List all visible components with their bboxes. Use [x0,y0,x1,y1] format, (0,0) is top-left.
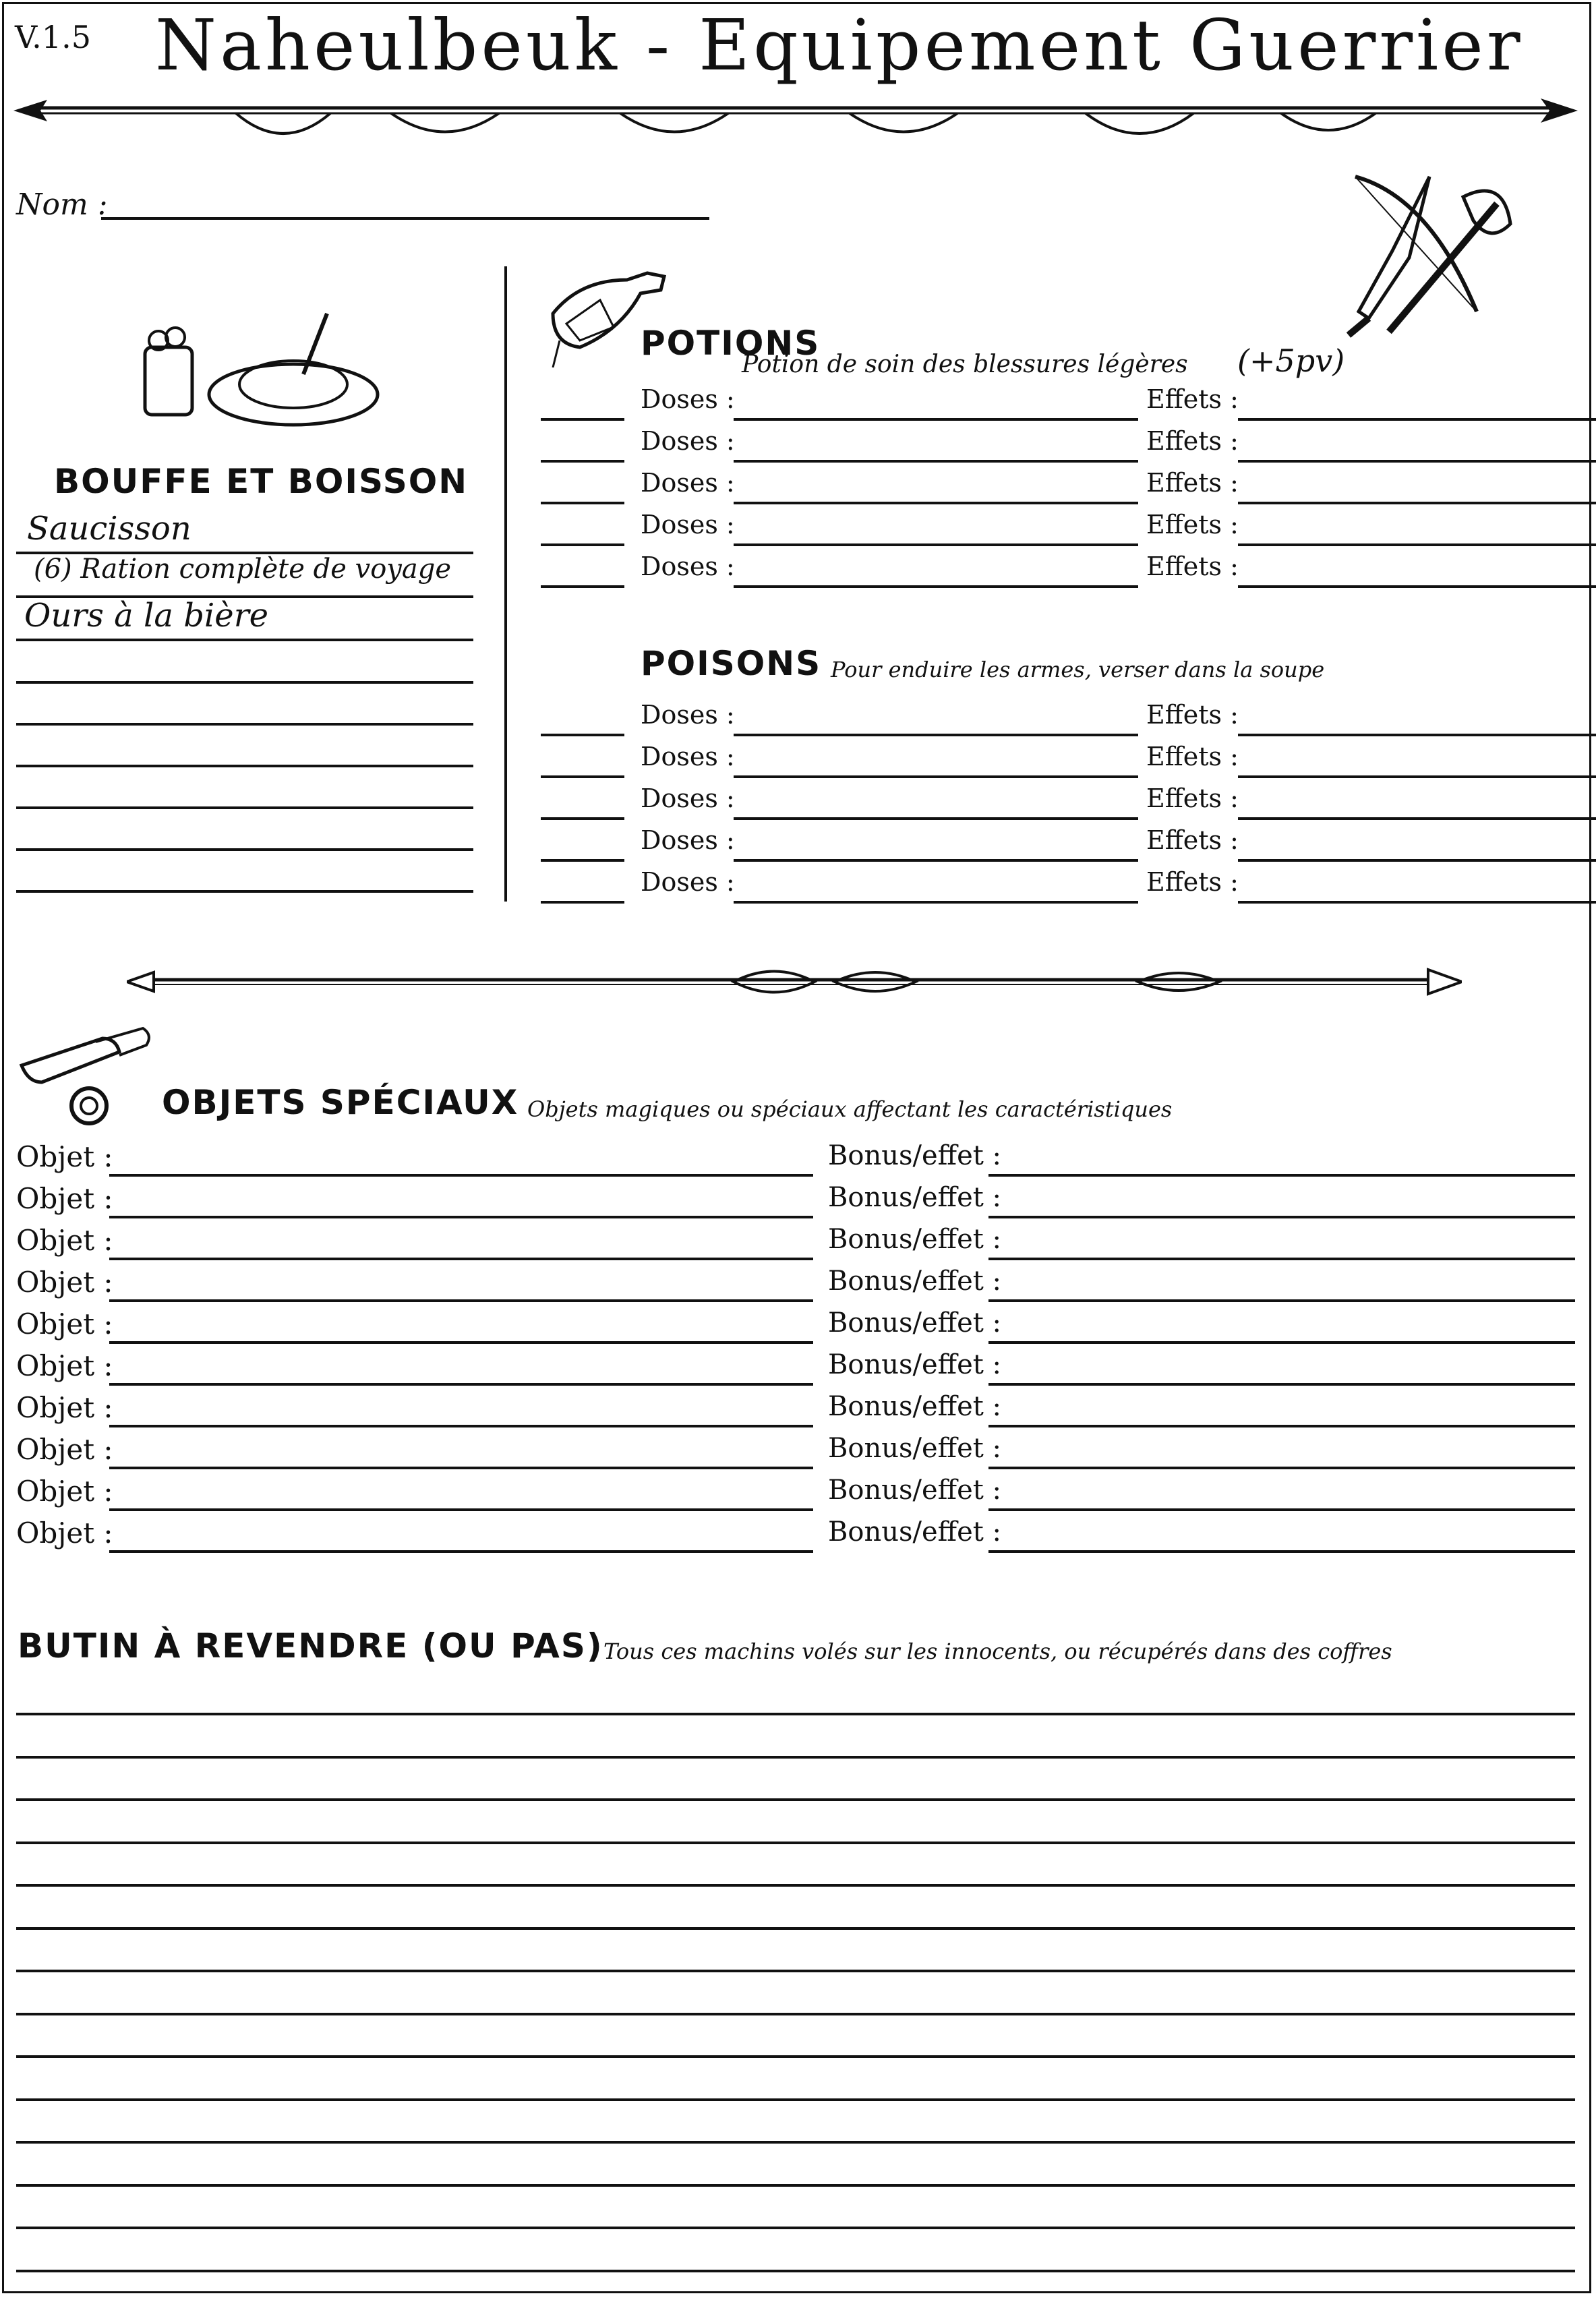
butin-heading: BUTIN À REVENDRE (OU PAS) [18,1626,603,1666]
effets-input-line[interactable] [1238,418,1596,421]
bonus-input-line[interactable] [988,1174,1575,1177]
objet-label: Objet : [16,1475,113,1508]
objet-input-line[interactable] [109,1425,813,1427]
doses-input-line[interactable] [734,460,1138,463]
bonus-label: Bonus/effet : [828,1266,1002,1297]
butin-entry-line[interactable] [16,1842,1575,1844]
objet-input-line[interactable] [109,1174,813,1177]
objet-input-line[interactable] [109,1467,813,1469]
food-entry-line[interactable] [16,890,473,893]
doses-input-line[interactable] [734,901,1138,904]
effets-input-line[interactable] [1238,775,1596,778]
row-marker-line[interactable] [541,585,624,588]
objet-input-line[interactable] [109,1341,813,1344]
doses-label: Doses : [641,700,735,730]
effets-label: Effets : [1146,825,1239,855]
butin-entry-line[interactable] [16,2141,1575,2144]
food-entry-line[interactable] [16,806,473,809]
bonus-input-line[interactable] [988,1550,1575,1553]
doses-label: Doses : [641,426,735,456]
objet-label: Objet : [16,1266,113,1299]
food-entry-line[interactable] [16,848,473,851]
row-marker-line[interactable] [541,543,624,546]
objet-label: Objet : [16,1349,113,1382]
objets-heading: OBJETS SPÉCIAUX [162,1083,519,1122]
food-entry-line[interactable] [16,639,473,641]
objet-input-line[interactable] [109,1508,813,1511]
doses-input-line[interactable] [734,859,1138,862]
objets-subtitle: Objets magiques ou spéciaux affectant les caractéristiques [527,1096,1173,1122]
effets-input-line[interactable] [1238,585,1596,588]
poisons-heading: POISONS [641,644,822,683]
row-marker-line[interactable] [541,901,624,904]
row-marker-line[interactable] [541,502,624,504]
doses-input-line[interactable] [734,817,1138,820]
butin-entry-line[interactable] [16,2184,1575,2187]
effets-input-line[interactable] [1238,901,1596,904]
butin-entry-line[interactable] [16,2013,1575,2015]
butin-entry-line[interactable] [16,2227,1575,2229]
bonus-input-line[interactable] [988,1508,1575,1511]
staff-divider-icon [127,958,1462,1005]
objet-label: Objet : [16,1516,113,1550]
crossed-weapons-icon [1328,156,1524,345]
effets-input-line[interactable] [1238,817,1596,820]
effets-label: Effets : [1146,700,1239,730]
food-entry: Ours à la bière [24,597,269,635]
effets-input-line[interactable] [1238,460,1596,463]
doses-label: Doses : [641,867,735,897]
effets-label: Effets : [1146,784,1239,813]
row-marker-line[interactable] [541,734,624,736]
row-marker-line[interactable] [541,817,624,820]
objet-input-line[interactable] [109,1550,813,1553]
butin-entry-line[interactable] [16,1927,1575,1930]
bonus-input-line[interactable] [988,1467,1575,1469]
doses-label: Doses : [641,552,735,581]
objet-input-line[interactable] [109,1383,813,1386]
effets-label: Effets : [1146,510,1239,539]
bonus-label: Bonus/effet : [828,1140,1002,1171]
doses-input-line[interactable] [734,734,1138,736]
doses-label: Doses : [641,468,735,498]
objet-label: Objet : [16,1140,113,1173]
page-title: Naheulbeuk - Equipement Guerrier [155,4,1524,86]
row-marker-line[interactable] [541,775,624,778]
doses-label: Doses : [641,742,735,771]
objet-label: Objet : [16,1182,113,1215]
bonus-input-line[interactable] [988,1425,1575,1427]
doses-input-line[interactable] [734,775,1138,778]
bonus-input-line[interactable] [988,1383,1575,1386]
butin-entry-line[interactable] [16,1884,1575,1887]
doses-label: Doses : [641,510,735,539]
scroll-ring-icon [15,1025,156,1133]
food-entry-line[interactable] [16,723,473,726]
food-entry: Saucisson [27,510,191,548]
doses-label: Doses : [641,384,735,414]
doses-label: Doses : [641,825,735,855]
bonus-label: Bonus/effet : [828,1433,1002,1464]
bonus-input-line[interactable] [988,1341,1575,1344]
effets-input-line[interactable] [1238,543,1596,546]
row-marker-line[interactable] [541,460,624,463]
food-platter-icon [138,300,381,435]
food-heading: BOUFFE ET BOISSON [54,462,469,501]
butin-entry-line[interactable] [16,1756,1575,1759]
row-marker-line[interactable] [541,859,624,862]
doses-input-line[interactable] [734,543,1138,546]
food-entry-line[interactable] [16,681,473,684]
objet-label: Objet : [16,1307,113,1340]
potions-note: Potion de soin des blessures légères [742,351,1188,378]
potions-note-effect: (+5pv) [1237,343,1345,379]
effets-label: Effets : [1146,468,1239,498]
butin-entry-line[interactable] [16,1798,1575,1801]
objet-input-line[interactable] [109,1258,813,1260]
butin-entry-line[interactable] [16,1713,1575,1715]
bonus-label: Bonus/effet : [828,1516,1002,1548]
doses-label: Doses : [641,784,735,813]
effets-label: Effets : [1146,552,1239,581]
column-divider [504,266,507,902]
objet-label: Objet : [16,1433,113,1466]
butin-entry-line[interactable] [16,2098,1575,2101]
food-entry: (6) Ration complète de voyage [34,554,452,585]
doses-input-line[interactable] [734,585,1138,588]
objet-input-line[interactable] [109,1216,813,1218]
row-marker-line[interactable] [541,418,624,421]
bonus-label: Bonus/effet : [828,1475,1002,1506]
bonus-input-line[interactable] [988,1258,1575,1260]
effets-label: Effets : [1146,867,1239,897]
spear-divider-icon [13,80,1578,154]
doses-input-line[interactable] [734,418,1138,421]
bonus-input-line[interactable] [988,1216,1575,1218]
butin-entry-line[interactable] [16,2055,1575,2058]
effets-input-line[interactable] [1238,734,1596,736]
objet-label: Objet : [16,1224,113,1257]
poisons-subtitle: Pour enduire les armes, verser dans la soupe [831,657,1325,682]
effets-label: Effets : [1146,426,1239,456]
bonus-label: Bonus/effet : [828,1182,1002,1213]
effets-label: Effets : [1146,742,1239,771]
butin-subtitle: Tous ces machins volés sur les innocents, ou récupérés dans des coffres [603,1639,1392,1664]
bonus-label: Bonus/effet : [828,1224,1002,1255]
effets-input-line[interactable] [1238,859,1596,862]
version-label: V.1.5 [15,19,91,55]
bonus-label: Bonus/effet : [828,1391,1002,1422]
nom-input-line[interactable] [101,217,709,220]
bonus-label: Bonus/effet : [828,1349,1002,1380]
doses-input-line[interactable] [734,502,1138,504]
objet-input-line[interactable] [109,1299,813,1302]
butin-entry-line[interactable] [16,2270,1575,2272]
food-entry-line[interactable] [16,765,473,767]
bonus-input-line[interactable] [988,1299,1575,1302]
butin-entry-line[interactable] [16,1970,1575,1972]
nom-label: Nom : [16,187,108,222]
effets-label: Effets : [1146,384,1239,414]
potions-heading: POTIONS [641,324,821,363]
objet-label: Objet : [16,1391,113,1424]
effets-input-line[interactable] [1238,502,1596,504]
bonus-label: Bonus/effet : [828,1307,1002,1338]
